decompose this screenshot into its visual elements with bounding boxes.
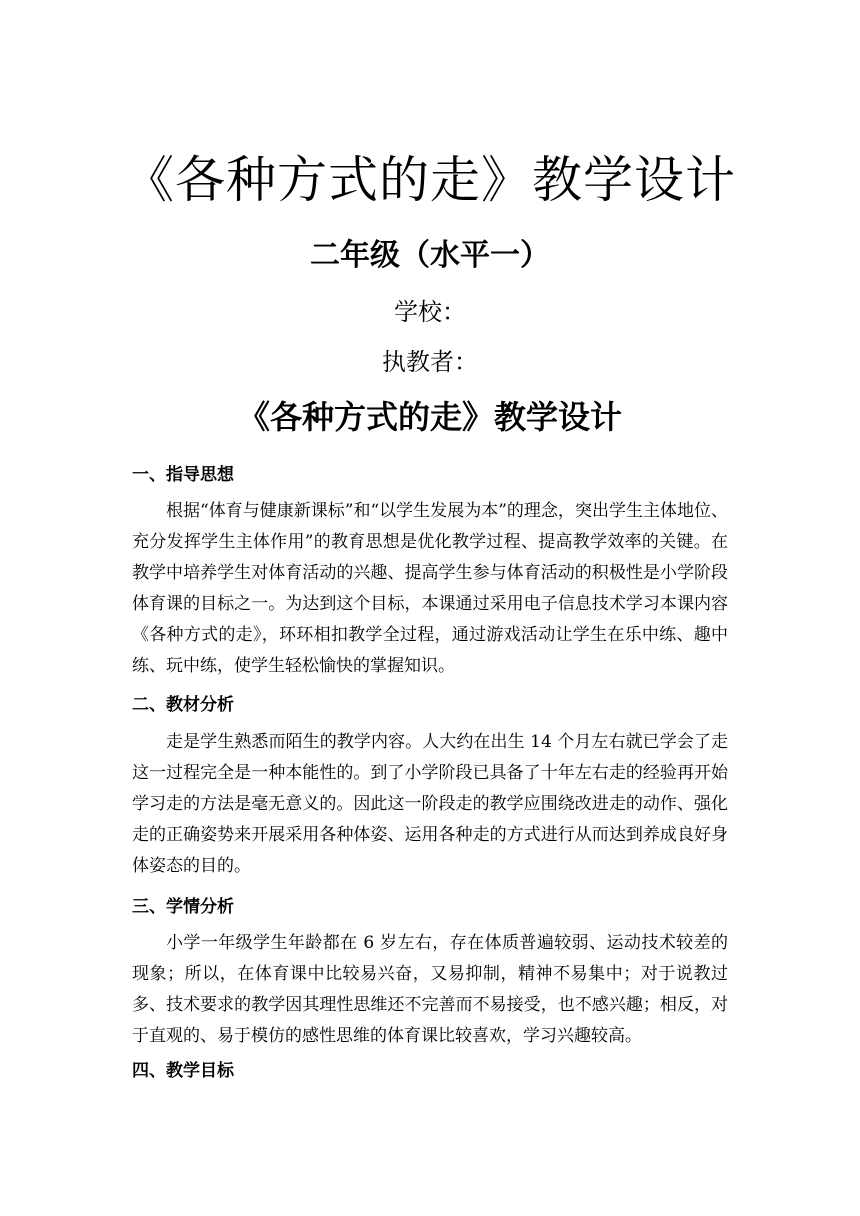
section-heading-teaching-objectives: 四、教学目标 (132, 1061, 234, 1081)
school-label: 学校： (394, 298, 466, 326)
section-body-guiding-ideology: 根据“体育与健康新课标”和“以学生发展为本”的理念，突出学生主体地位、充分发挥学生主体作用”的教育思想是优化教学过程、提高教学效率的关键。在教学中培养学生对体育活动的兴趣、提高学生参与体育活动的积极性是小学阶段体育课的目标之一。为达到这个目标，本课通过采用电子信息技术学习本课内容《各种方式的走》，环环相扣教学全过程，通过游戏活动让学生在乐中练、趣中练、玩中练，使学生轻松愉快的掌握知识。 (132, 501, 728, 676)
grade-label: 二年级（水平一） (310, 238, 550, 273)
section-heading-material-analysis: 二、教材分析 (132, 695, 234, 715)
teacher-label: 执教者： (382, 348, 478, 376)
section-body-learner-analysis: 小学一年级学生年龄都在 6 岁左右，存在体质普遍较弱、运动技术较差的现象；所以，在体育课中比较易兴奋，又易抑制，精神不易集中；对于说教过多、技术要求的教学因其理性思维还不完善而不易接受，也不感兴趣；相反，对于直观的、易于模仿的感性思维的体育课比较喜欢，学习兴趣较高。 (132, 933, 728, 1046)
section-body-material-analysis: 走是学生熟悉而陌生的教学内容。人大约在出生 14 个月左右就已学会了走这一过程完全是一种本能性的。到了小学阶段已具备了十年左右走的经验再开始学习走的方法是毫无意义的。因此这一阶段走的教学应围绕改进走的动作、强化走的正确姿势来开展采用各种体姿、运用各种走的方式进行从而达到养成良好身体姿态的目的。 (132, 732, 728, 876)
sub-title: 《各种方式的走》教学设计 (237, 398, 622, 436)
main-title: 《各种方式的走》教学设计 (124, 151, 736, 209)
section-heading-guiding-ideology: 一、指导思想 (132, 465, 234, 485)
section-heading-learner-analysis: 三、学情分析 (132, 897, 234, 917)
